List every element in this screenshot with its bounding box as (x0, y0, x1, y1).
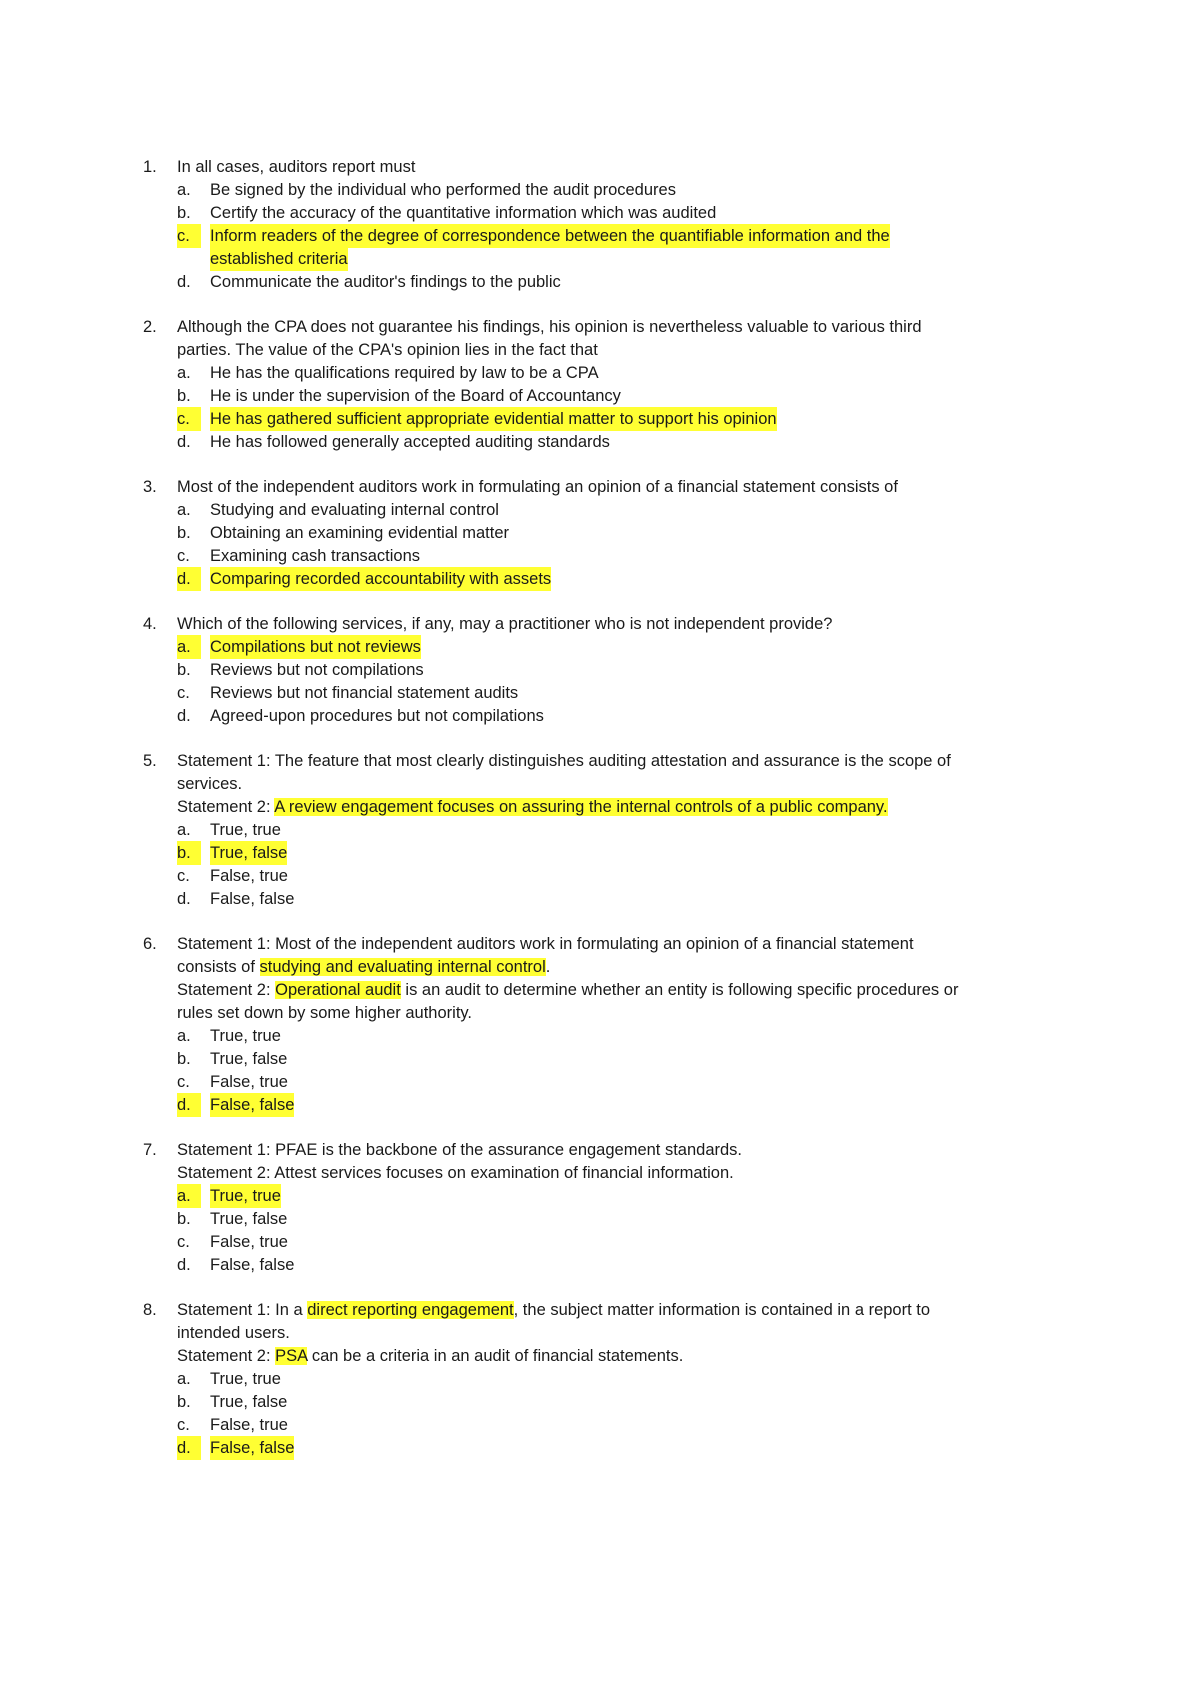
question-number: 5. (143, 752, 157, 770)
option-letter-highlighted: b. (177, 841, 201, 865)
question-number: 3. (143, 478, 157, 496)
question-number: 1. (143, 158, 157, 176)
option-letter: a. (177, 501, 191, 519)
option-letter: d. (177, 707, 191, 725)
statement-1-prefix: consists of (177, 958, 260, 976)
option-text: False, true (210, 867, 288, 885)
option-text-highlighted: False, false (210, 1436, 294, 1460)
statement-1-suffix: . (545, 958, 551, 976)
option-text: False, true (210, 1233, 288, 1251)
option-text: False, false (210, 1256, 295, 1274)
statement-2-suffix: is an audit to determine whether an entity is following specific procedures or (400, 981, 959, 999)
option-text: False, true (210, 1416, 288, 1434)
option-text-highlighted: Comparing recorded accountability with assets (210, 567, 551, 591)
statement-2 (177, 978, 958, 1002)
option-text: Agreed-upon procedures but not compilations (210, 707, 544, 725)
option-text: True, false (210, 1393, 288, 1411)
option-text-highlighted: False, false (210, 1093, 294, 1117)
option-letter-highlighted: a. (177, 635, 201, 659)
option-text: False, false (210, 890, 295, 908)
question-stem: Although the CPA does not guarantee his findings, his opinion is nevertheless valuable to various third (177, 318, 922, 336)
option-letter: c. (177, 1073, 190, 1091)
option-text: True, true (210, 1027, 281, 1045)
option-text: Reviews but not financial statement audits (210, 684, 519, 702)
question-stem: Statement 1: The feature that most clearly distinguishes auditing attestation and assurance is the scope of (177, 752, 951, 770)
statement-1-continued: intended users. (177, 1324, 290, 1342)
option-text: Examining cash transactions (210, 547, 421, 565)
option-letter-highlighted: c. (177, 407, 201, 431)
option-letter: b. (177, 1050, 191, 1068)
statement-1-continued (177, 955, 550, 979)
option-text-highlighted: True, false (210, 841, 287, 865)
option-text: He is under the supervision of the Board of Accountancy (210, 387, 621, 405)
option-letter-highlighted: d. (177, 1436, 201, 1460)
question-number: 6. (143, 935, 157, 953)
statement-2: Statement 2: Attest services focuses on examination of financial information. (177, 1164, 734, 1182)
option-letter: c. (177, 684, 190, 702)
option-text-highlighted: Inform readers of the degree of correspondence between the quantifiable information and the (210, 224, 890, 248)
statement-2-highlight: PSA (275, 1347, 308, 1365)
option-text: He has followed generally accepted auditing standards (210, 433, 610, 451)
question-stem: parties. The value of the CPA's opinion lies in the fact that (177, 341, 598, 359)
option-letter: c. (177, 867, 190, 885)
option-letter: b. (177, 387, 191, 405)
option-text: Studying and evaluating internal control (210, 501, 499, 519)
statement-1: Statement 1: Most of the independent auditors work in formulating an opinion of a financial statement (177, 935, 914, 953)
statement-1-suffix: , the subject matter information is contained in a report to (513, 1301, 931, 1319)
question-stem: services. (177, 775, 243, 793)
option-letter-highlighted: c. (177, 224, 201, 248)
option-letter-highlighted: a. (177, 1184, 201, 1208)
option-letter: b. (177, 661, 191, 679)
statement-2-highlight: A review engagement focuses on assuring the internal controls of a public company. (274, 798, 888, 816)
question-stem: Which of the following services, if any, may a practitioner who is not independent provide? (177, 615, 833, 633)
option-text: Reviews but not compilations (210, 661, 424, 679)
statement-1-highlight: direct reporting engagement (307, 1301, 514, 1319)
statement-2-continued: rules set down by some higher authority. (177, 1004, 473, 1022)
option-letter: a. (177, 1027, 191, 1045)
option-letter: a. (177, 1370, 191, 1388)
statement-2-prefix: Statement 2: (177, 1347, 276, 1365)
option-letter: b. (177, 1393, 191, 1411)
option-letter: a. (177, 364, 191, 382)
option-text: Obtaining an examining evidential matter (210, 524, 510, 542)
question-number: 8. (143, 1301, 157, 1319)
option-letter: b. (177, 524, 191, 542)
option-text: Certify the accuracy of the quantitative information which was audited (210, 204, 717, 222)
option-text-highlighted: True, true (210, 1184, 281, 1208)
statement-2-prefix: Statement 2: (177, 798, 275, 816)
option-letter-highlighted: d. (177, 1093, 201, 1117)
question-stem: Most of the independent auditors work in formulating an opinion of a financial statement consists of (177, 478, 898, 496)
question-number: 2. (143, 318, 157, 336)
statement-1-prefix: Statement 1: In a (177, 1301, 308, 1319)
option-text-highlighted-continued: established criteria (210, 247, 348, 271)
option-text: True, true (210, 1370, 281, 1388)
option-letter: d. (177, 433, 191, 451)
statement-1 (177, 1298, 930, 1322)
option-text: Be signed by the individual who performed the audit procedures (210, 181, 676, 199)
question-number: 4. (143, 615, 157, 633)
statement-2-suffix: can be a criteria in an audit of financial statements. (307, 1347, 684, 1365)
statement-1-highlight: studying and evaluating internal control (259, 958, 546, 976)
question-number: 7. (143, 1141, 157, 1159)
statement-2-prefix: Statement 2: (177, 981, 276, 999)
option-text: Communicate the auditor's findings to the public (210, 273, 561, 291)
option-letter: c. (177, 547, 190, 565)
option-letter: b. (177, 204, 191, 222)
option-letter: d. (177, 1256, 191, 1274)
option-text-highlighted: He has gathered sufficient appropriate evidential matter to support his opinion (210, 407, 777, 431)
option-letter: d. (177, 273, 191, 291)
statement-1: Statement 1: PFAE is the backbone of the assurance engagement standards. (177, 1141, 743, 1159)
option-letter: c. (177, 1416, 190, 1434)
option-letter: a. (177, 821, 191, 839)
option-letter: b. (177, 1210, 191, 1228)
option-text-highlighted: Compilations but not reviews (210, 635, 421, 659)
option-letter: d. (177, 890, 191, 908)
question-stem: In all cases, auditors report must (177, 158, 416, 176)
statement-2 (177, 1344, 683, 1368)
option-text: He has the qualifications required by law to be a CPA (210, 364, 599, 382)
statement-2 (177, 795, 888, 819)
option-letter-highlighted: d. (177, 567, 201, 591)
option-text: False, true (210, 1073, 288, 1091)
option-text: True, false (210, 1050, 288, 1068)
option-text: True, true (210, 821, 281, 839)
option-letter: a. (177, 181, 191, 199)
option-text: True, false (210, 1210, 288, 1228)
option-letter: c. (177, 1233, 190, 1251)
statement-2-highlight: Operational audit (275, 981, 401, 999)
